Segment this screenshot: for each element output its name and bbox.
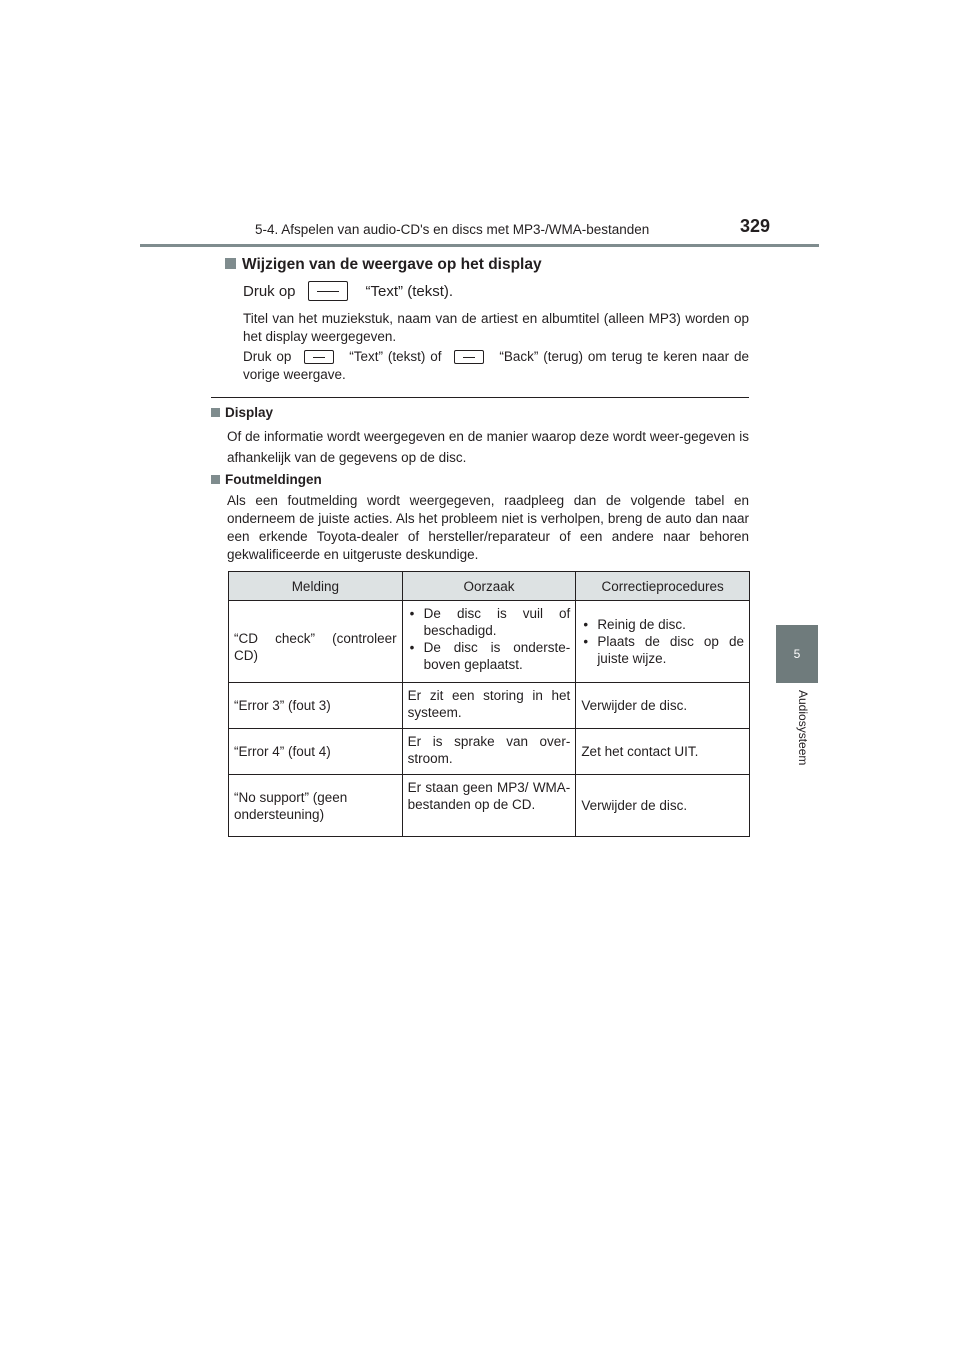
- error-text: Als een foutmelding wordt weergegeven, raadpleeg dan de volgende tabel en onderneem de juiste acties. Als het probleem niet is verholpen, breng de auto dan naar een erkende Toyota-dealer of hersteller/reparateur of een andere naar behoren gekwalificeerde en uitgeruste deskundige.: [227, 493, 749, 562]
- section-heading: [225, 256, 542, 274]
- cell-fix: [576, 601, 750, 683]
- table-row: [229, 775, 750, 837]
- step-prefix: Druk op: [243, 282, 296, 300]
- para2-prefix: Druk op: [243, 349, 292, 364]
- section-heading-text: Wijzigen van de weergave op het display: [242, 256, 542, 273]
- cell-fix: Verwijder de disc.: [576, 683, 750, 729]
- chapter-label: Audiosysteem: [796, 690, 810, 766]
- header-oorzaak: Oorzaak: [402, 572, 576, 601]
- error-heading: [211, 472, 322, 487]
- back-button-icon: [454, 350, 484, 364]
- display-heading-text: Display: [225, 405, 274, 420]
- square-bullet-icon: [211, 475, 220, 484]
- para2-mid: “Text” (tekst) of: [349, 349, 442, 364]
- display-button-icon: [308, 281, 348, 301]
- cell-message: “No support” (geen ondersteuning): [229, 775, 403, 837]
- header-rule: [140, 244, 819, 247]
- step-instruction: [243, 281, 453, 301]
- cell-fix: Zet het contact UIT.: [576, 729, 750, 775]
- table-row: [229, 601, 750, 683]
- cell-fix: Verwijder de disc.: [576, 775, 750, 837]
- header-melding: Melding: [229, 572, 403, 601]
- square-bullet-icon: [211, 408, 220, 417]
- step-suffix: “Text” (tekst).: [365, 282, 454, 300]
- list-item: • Plaats de disc op de juiste wijze.: [581, 633, 744, 667]
- page-number: 329: [740, 216, 771, 236]
- square-bullet-icon: [225, 258, 236, 269]
- display-text: Of de informatie wordt weergegeven en de manier waarop deze wordt weer-gegeven is afhankelijk van de gegevens op de disc.: [227, 429, 749, 465]
- return-paragraph: [243, 348, 749, 384]
- cell-cause: [402, 601, 576, 683]
- error-table: [228, 571, 750, 837]
- cell-message: “CD check” (controleer CD): [229, 601, 403, 683]
- cell-message: “Error 3” (fout 3): [229, 683, 403, 729]
- cell-cause: Er staan geen MP3/ WMA-bestanden op de CD.: [402, 775, 576, 837]
- header-correctie: Correctieprocedures: [576, 572, 750, 601]
- section-divider: [211, 397, 749, 398]
- table-row: [229, 683, 750, 729]
- table-header-row: [229, 572, 750, 601]
- table-row: [229, 729, 750, 775]
- text-button-icon: [304, 350, 334, 364]
- list-item: • De disc is onderste-boven geplaatst.: [408, 639, 571, 673]
- chapter-tab: 5: [776, 625, 818, 683]
- para2-suffix: “Back” (terug) om terug te keren naar de vorige weergave.: [243, 349, 749, 382]
- info-paragraph: Titel van het muziekstuk, naam van de artiest en albumtitel (alleen MP3) worden op het display weergegeven.: [243, 311, 749, 344]
- cell-cause: Er zit een storing in het systeem.: [402, 683, 576, 729]
- display-heading: [211, 405, 273, 420]
- cell-message: “Error 4” (fout 4): [229, 729, 403, 775]
- header-title: 5-4. Afspelen van audio-CD's en discs met MP3-/WMA-bestanden: [255, 222, 650, 237]
- list-item: • Reinig de disc.: [581, 616, 744, 633]
- list-item: • De disc is vuil of beschadigd.: [408, 605, 571, 639]
- cell-cause: Er is sprake van over-stroom.: [402, 729, 576, 775]
- error-heading-text: Foutmeldingen: [225, 472, 322, 487]
